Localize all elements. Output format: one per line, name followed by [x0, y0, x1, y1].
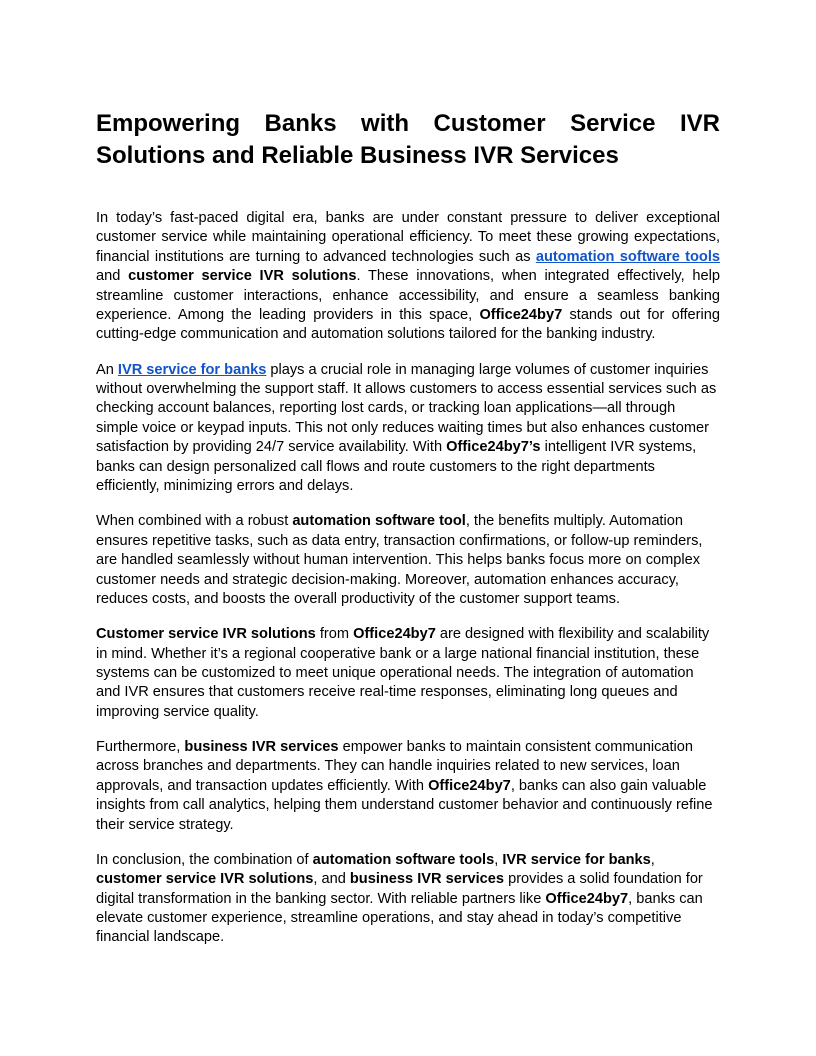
bold-text: Customer service IVR solutions	[96, 626, 316, 643]
bold-text: Office24by7	[479, 307, 563, 324]
text: and	[96, 268, 129, 285]
bold-text: Office24by7	[428, 777, 511, 794]
paragraph-ivr-service	[96, 361, 720, 497]
text: , banks can also gain valuable insights from call analytics, helping them understand customer behavior and continuously refine their service strategy.	[96, 777, 713, 833]
text: Furthermore,	[96, 738, 185, 755]
paragraph-intro	[96, 209, 720, 345]
bold-text: customer service IVR solutions	[128, 268, 357, 285]
text: , banks can elevate customer experience, streamline operations, and stay ahead in today’s competitive financial landscape.	[96, 890, 703, 946]
bold-text: Office24by7’s	[446, 439, 541, 456]
text: empower banks to maintain consistent communication across branches and departments. They can handle inquiries related to new services, loan approvals, and transaction updates efficiently. With	[96, 738, 694, 794]
paragraph-automation	[96, 512, 720, 609]
page-title: Empowering Banks with Customer Service IVR Solutions and Reliable Business IVR Services	[96, 110, 720, 169]
text: , and	[313, 871, 350, 888]
text: When combined with a robust	[96, 513, 293, 530]
bold-text: business IVR services	[184, 738, 339, 755]
text: , the benefits multiply. Automation ensures repetitive tasks, such as data entry, transaction confirmations, or follow-up reminders, are handled seamlessly without human intervention. This helps banks focus more on complex customer needs and strategic decision-making. Moreover, automation enhances accuracy, reduces costs, and boosts the overall productivity of the customer support teams.	[96, 513, 703, 607]
bold-text: Office24by7	[545, 890, 629, 907]
bold-text: business IVR services	[349, 871, 505, 888]
bold-text: automation software tool	[292, 513, 466, 530]
text: are designed with flexibility and scalability in mind. Whether it’s a regional cooperative bank or a large national financial institution, these systems can be customized to meet unique operational needs. The integration of automation and IVR ensures that customers receive real-time responses, eliminating long queues and improving service quality.	[96, 626, 710, 720]
text: from	[315, 626, 354, 643]
bold-text: IVR service for banks	[502, 851, 651, 868]
document-page	[96, 108, 720, 964]
link-automation-software-tools[interactable]: automation software tools	[535, 248, 721, 265]
text: intelligent IVR systems, banks can design personalized call flows and route customers to the right departments efficiently, minimizing errors and delays.	[96, 439, 697, 495]
bold-text: Office24by7	[353, 626, 436, 643]
paragraph-conclusion	[96, 851, 720, 948]
bold-text: customer service IVR solutions	[96, 871, 314, 888]
text: In today’s fast-paced digital era, banks are under constant pressure to deliver exceptional customer service while maintaining operational efficiency. To meet these growing expectations, financial institutions are turning to advanced technologies such as	[96, 210, 720, 265]
bold-text: automation software tools	[312, 851, 495, 868]
text: plays a crucial role in managing large volumes of customer inquiries without overwhelming the support staff. It allows customers to access essential services such as checking account balances, reporting lost cards, or tracking loan applications—all through simple voice or keypad inputs. This not only reduces waiting times but also enhances customer satisfaction by providing 24/7 service availability. With	[96, 361, 717, 456]
text: An	[96, 361, 118, 378]
text: . These innovations, when integrated effectively, help streamline customer interactions, enhance accessibility, and ensure a seamless banking experience. Among the leading providers in this space,	[96, 268, 720, 324]
text: In conclusion, the combination of	[96, 851, 313, 868]
paragraph-customer-service	[96, 625, 720, 722]
text: ,	[650, 851, 655, 868]
link-ivr-service-for-banks[interactable]: IVR service for banks	[117, 361, 267, 378]
paragraph-business-ivr	[96, 738, 720, 835]
text: stands out for offering cutting-edge communication and automation solutions tailored for the banking industry.	[96, 307, 720, 343]
text: ,	[494, 851, 503, 868]
text: provides a solid foundation for digital transformation in the banking sector. With reliable partners like	[96, 871, 703, 907]
